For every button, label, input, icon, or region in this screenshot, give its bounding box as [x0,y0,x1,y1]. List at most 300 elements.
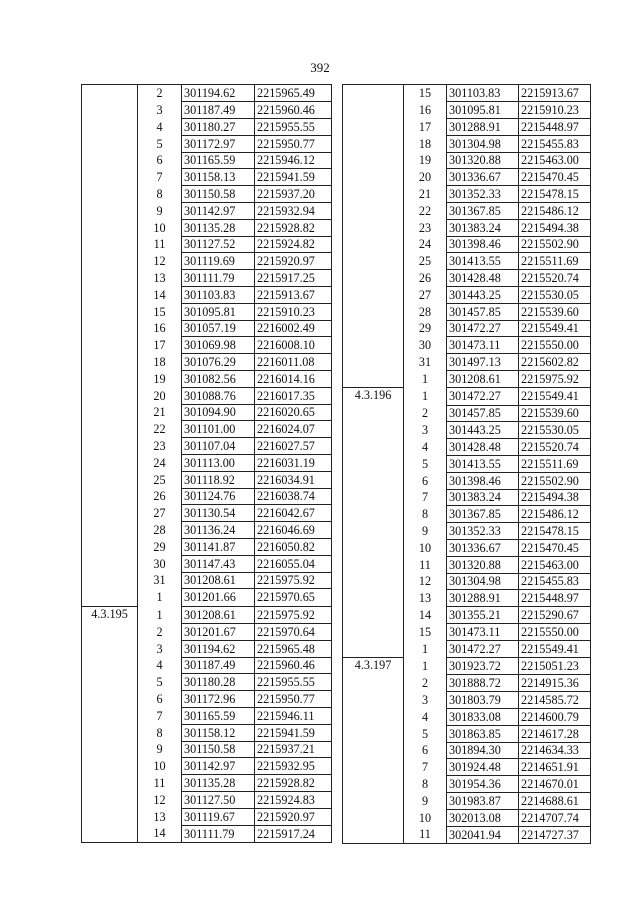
y-coordinate-cell: 2216046.69 [255,522,332,539]
section-cell [343,506,404,523]
x-coordinate-cell: 302013.08 [447,809,519,826]
section-cell [343,169,404,186]
table-row [82,522,332,539]
table-row [343,456,591,473]
point-number-cell: 2 [138,624,182,641]
section-cell [82,169,138,186]
point-number-cell: 13 [138,270,182,287]
y-coordinate-cell: 2215470.45 [519,169,591,186]
x-coordinate-cell: 301150.58 [182,186,255,203]
table-row [343,371,591,388]
y-coordinate-cell: 2214634.33 [519,742,591,759]
point-number-cell: 19 [404,152,447,169]
x-coordinate-cell: 301150.58 [182,741,255,758]
table-row [82,741,332,758]
table-row [82,707,332,724]
y-coordinate-cell: 2215470.45 [519,540,591,557]
section-cell [82,253,138,270]
point-number-cell: 26 [404,270,447,287]
y-coordinate-cell: 2215494.38 [519,219,591,236]
coordinates-table-left-body [82,85,332,843]
point-number-cell: 8 [404,506,447,523]
y-coordinate-cell: 2215486.12 [519,203,591,220]
section-cell [343,742,404,759]
y-coordinate-cell: 2215539.60 [519,303,591,320]
point-number-cell: 10 [404,809,447,826]
y-coordinate-cell: 2215955.55 [255,674,332,691]
table-row [82,640,332,657]
table-row [343,675,591,692]
point-number-cell: 14 [138,825,182,842]
point-number-cell: 2 [404,405,447,422]
section-cell [82,421,138,438]
section-cell [82,657,138,674]
y-coordinate-cell: 2216011.08 [255,354,332,371]
point-number-cell: 15 [404,624,447,641]
y-coordinate-cell: 2215946.12 [255,152,332,169]
y-coordinate-cell: 2216027.57 [255,438,332,455]
x-coordinate-cell: 301923.72 [447,658,519,675]
section-cell [82,640,138,657]
table-row [82,102,332,119]
x-coordinate-cell: 301111.79 [182,270,255,287]
table-row [343,742,591,759]
x-coordinate-cell: 301135.28 [182,775,255,792]
section-cell [343,405,404,422]
section-cell [343,590,404,607]
x-coordinate-cell: 301119.67 [182,808,255,825]
x-coordinate-cell: 301194.62 [182,640,255,657]
section-cell [82,471,138,488]
point-number-cell: 1 [404,658,447,675]
point-number-cell: 6 [138,691,182,708]
y-coordinate-cell: 2215910.23 [255,303,332,320]
table-row [343,540,591,557]
point-number-cell: 7 [404,759,447,776]
y-coordinate-cell: 2214707.74 [519,809,591,826]
y-coordinate-cell: 2215937.20 [255,186,332,203]
table-row [82,303,332,320]
table-row [343,439,591,456]
section-cell [343,219,404,236]
section-cell [343,270,404,287]
section-cell [82,219,138,236]
x-coordinate-cell: 301201.67 [182,624,255,641]
point-number-cell: 11 [138,236,182,253]
table-row [343,792,591,809]
section-cell [82,505,138,522]
table-row [343,523,591,540]
table-row [343,640,591,657]
section-cell [343,472,404,489]
table-row [82,135,332,152]
x-coordinate-cell: 301130.54 [182,505,255,522]
x-coordinate-cell: 301107.04 [182,438,255,455]
y-coordinate-cell: 2216042.67 [255,505,332,522]
y-coordinate-cell: 2215463.00 [519,556,591,573]
section-cell [82,624,138,641]
point-number-cell: 18 [138,354,182,371]
x-coordinate-cell: 301413.55 [447,456,519,473]
point-number-cell: 12 [138,253,182,270]
point-number-cell: 15 [138,303,182,320]
y-coordinate-cell: 2215950.77 [255,135,332,152]
point-number-cell: 3 [138,640,182,657]
section-cell [343,303,404,320]
table-row [82,455,332,472]
table-row [82,555,332,572]
point-number-cell: 26 [138,488,182,505]
point-number-cell: 27 [404,287,447,304]
table-row [82,438,332,455]
table-row [82,791,332,808]
y-coordinate-cell: 2215924.83 [255,791,332,808]
point-number-cell: 10 [138,758,182,775]
y-coordinate-cell: 2216024.07 [255,421,332,438]
table-row [82,674,332,691]
section-cell [82,724,138,741]
section-cell [343,253,404,270]
point-number-cell: 1 [404,388,447,405]
section-cell [343,236,404,253]
point-number-cell: 5 [404,456,447,473]
y-coordinate-cell: 2215960.46 [255,102,332,119]
x-coordinate-cell: 301069.98 [182,337,255,354]
y-coordinate-cell: 2214670.01 [519,776,591,793]
y-coordinate-cell: 2215917.24 [255,825,332,842]
point-number-cell: 6 [404,742,447,759]
section-cell [343,320,404,337]
x-coordinate-cell: 301208.61 [447,371,519,388]
point-number-cell: 7 [138,169,182,186]
table-row [82,505,332,522]
y-coordinate-cell: 2215549.41 [519,388,591,405]
table-row [343,658,591,675]
section-cell [343,135,404,152]
table-row [343,692,591,709]
point-number-cell: 19 [138,371,182,388]
x-coordinate-cell: 301158.12 [182,724,255,741]
point-number-cell: 11 [138,775,182,792]
y-coordinate-cell: 2215965.49 [255,85,332,102]
x-coordinate-cell: 301208.61 [182,606,255,623]
x-coordinate-cell: 301320.88 [447,556,519,573]
table-row [343,607,591,624]
point-number-cell: 12 [138,791,182,808]
point-number-cell: 25 [138,471,182,488]
point-number-cell: 13 [138,808,182,825]
point-number-cell: 31 [404,354,447,371]
x-coordinate-cell: 301367.85 [447,203,519,220]
section-cell [343,540,404,557]
section-cell [343,354,404,371]
coordinates-table-right-body [343,85,591,844]
y-coordinate-cell: 2215549.41 [519,320,591,337]
point-number-cell: 14 [138,287,182,304]
section-cell [82,287,138,304]
table-row [343,203,591,220]
point-number-cell: 7 [404,489,447,506]
point-number-cell: 8 [404,776,447,793]
section-cell [343,119,404,136]
x-coordinate-cell: 301095.81 [447,102,519,119]
point-number-cell: 8 [138,724,182,741]
y-coordinate-cell: 2215520.74 [519,439,591,456]
section-cell [82,589,138,606]
section-cell [343,556,404,573]
y-coordinate-cell: 2215955.55 [255,119,332,136]
table-row [343,186,591,203]
y-coordinate-cell: 2215051.23 [519,658,591,675]
table-row [82,488,332,505]
x-coordinate-cell: 301187.49 [182,657,255,674]
y-coordinate-cell: 2215975.92 [255,606,332,623]
point-number-cell: 7 [138,707,182,724]
table-row [343,624,591,641]
point-number-cell: 16 [138,320,182,337]
table-row [82,236,332,253]
x-coordinate-cell: 301304.98 [447,135,519,152]
point-number-cell: 23 [138,438,182,455]
point-number-cell: 11 [404,556,447,573]
x-coordinate-cell: 301304.98 [447,573,519,590]
section-cell [343,826,404,843]
section-cell [343,85,404,102]
table-row [82,775,332,792]
y-coordinate-cell: 2216020.65 [255,404,332,421]
y-coordinate-cell: 2215960.46 [255,657,332,674]
section-cell [82,775,138,792]
y-coordinate-cell: 2215941.59 [255,169,332,186]
x-coordinate-cell: 301472.27 [447,640,519,657]
y-coordinate-cell: 2215448.97 [519,590,591,607]
table-row [343,152,591,169]
section-cell [82,354,138,371]
point-number-cell: 20 [404,169,447,186]
x-coordinate-cell: 301127.52 [182,236,255,253]
section-cell [82,152,138,169]
x-coordinate-cell: 301103.83 [447,85,519,102]
table-row [343,776,591,793]
section-cell [343,203,404,220]
point-number-cell: 3 [138,102,182,119]
coordinates-table-right [342,84,591,844]
y-coordinate-cell: 2215455.83 [519,573,591,590]
point-number-cell: 28 [138,522,182,539]
table-row [82,253,332,270]
section-cell [82,808,138,825]
section-cell [343,573,404,590]
y-coordinate-cell: 2215928.82 [255,775,332,792]
section-cell [82,404,138,421]
y-coordinate-cell: 2215970.64 [255,624,332,641]
y-coordinate-cell: 2215511.69 [519,456,591,473]
table-row [82,119,332,136]
section-cell [343,523,404,540]
point-number-cell: 31 [138,572,182,589]
x-coordinate-cell: 301413.55 [447,253,519,270]
y-coordinate-cell: 2216002.49 [255,320,332,337]
x-coordinate-cell: 301288.91 [447,119,519,136]
x-coordinate-cell: 301141.87 [182,539,255,556]
x-coordinate-cell: 301142.97 [182,758,255,775]
y-coordinate-cell: 2215530.05 [519,422,591,439]
table-row [82,219,332,236]
x-coordinate-cell: 301443.25 [447,422,519,439]
x-coordinate-cell: 301833.08 [447,708,519,725]
section-cell [82,572,138,589]
y-coordinate-cell: 2215937.21 [255,741,332,758]
point-number-cell: 27 [138,505,182,522]
y-coordinate-cell: 2214651.91 [519,759,591,776]
x-coordinate-cell: 301088.76 [182,387,255,404]
x-coordinate-cell: 301336.67 [447,169,519,186]
table-row [343,405,591,422]
y-coordinate-cell: 2215290.67 [519,607,591,624]
y-coordinate-cell: 2215478.15 [519,523,591,540]
section-cell [82,455,138,472]
table-row [343,169,591,186]
table-row [343,809,591,826]
point-number-cell: 5 [404,725,447,742]
point-number-cell: 29 [404,320,447,337]
table-row [343,236,591,253]
section-cell [82,438,138,455]
section-cell [82,135,138,152]
x-coordinate-cell: 301208.61 [182,572,255,589]
y-coordinate-cell: 2215502.90 [519,236,591,253]
table-row [343,472,591,489]
x-coordinate-cell: 301158.13 [182,169,255,186]
x-coordinate-cell: 301165.59 [182,707,255,724]
y-coordinate-cell: 2215950.77 [255,691,332,708]
table-row [343,135,591,152]
section-cell: 4.3.196 [343,388,404,405]
section-cell: 4.3.197 [343,658,404,675]
table-row [343,573,591,590]
section-cell [343,102,404,119]
section-cell [82,758,138,775]
table-row [343,708,591,725]
section-cell [343,439,404,456]
section-cell [82,555,138,572]
x-coordinate-cell: 301367.85 [447,506,519,523]
coordinates-table-left [81,84,332,843]
section-cell [82,303,138,320]
point-number-cell: 9 [138,741,182,758]
section-cell [343,422,404,439]
y-coordinate-cell: 2215550.00 [519,624,591,641]
table-row [343,303,591,320]
table-row [343,287,591,304]
x-coordinate-cell: 301076.29 [182,354,255,371]
table-row [343,85,591,102]
x-coordinate-cell: 301473.11 [447,337,519,354]
y-coordinate-cell: 2215917.25 [255,270,332,287]
point-number-cell: 3 [404,692,447,709]
table-row [343,320,591,337]
x-coordinate-cell: 301383.24 [447,219,519,236]
x-coordinate-cell: 301497.13 [447,354,519,371]
table-row [82,606,332,623]
table-row [343,422,591,439]
point-number-cell: 1 [404,640,447,657]
section-cell [82,270,138,287]
point-number-cell: 25 [404,253,447,270]
y-coordinate-cell: 2214915.36 [519,675,591,692]
table-row [82,539,332,556]
x-coordinate-cell: 301288.91 [447,590,519,607]
section-cell [82,186,138,203]
table-row [343,270,591,287]
point-number-cell: 4 [138,657,182,674]
x-coordinate-cell: 301136.24 [182,522,255,539]
section-cell [82,707,138,724]
table-row [343,388,591,405]
section-cell [343,675,404,692]
section-cell [82,102,138,119]
x-coordinate-cell: 301142.97 [182,203,255,220]
table-row [82,724,332,741]
y-coordinate-cell: 2215941.59 [255,724,332,741]
y-coordinate-cell: 2216034.91 [255,471,332,488]
x-coordinate-cell: 301180.27 [182,119,255,136]
point-number-cell: 30 [404,337,447,354]
table-row [82,287,332,304]
point-number-cell: 11 [404,826,447,843]
section-cell [343,692,404,709]
x-coordinate-cell: 301443.25 [447,287,519,304]
x-coordinate-cell: 301172.96 [182,691,255,708]
y-coordinate-cell: 2214600.79 [519,708,591,725]
section-cell [82,85,138,102]
point-number-cell: 3 [404,422,447,439]
x-coordinate-cell: 301355.21 [447,607,519,624]
point-number-cell: 2 [404,675,447,692]
x-coordinate-cell: 301352.33 [447,186,519,203]
x-coordinate-cell: 301863.85 [447,725,519,742]
section-cell [343,759,404,776]
x-coordinate-cell: 301172.97 [182,135,255,152]
y-coordinate-cell: 2214688.61 [519,792,591,809]
point-number-cell: 10 [404,540,447,557]
table-row [82,169,332,186]
point-number-cell: 24 [138,455,182,472]
table-row [82,421,332,438]
x-coordinate-cell: 301094.90 [182,404,255,421]
point-number-cell: 12 [404,573,447,590]
point-number-cell: 20 [138,387,182,404]
point-number-cell: 30 [138,555,182,572]
section-cell [82,488,138,505]
point-number-cell: 17 [138,337,182,354]
table-row [82,387,332,404]
x-coordinate-cell: 301457.85 [447,303,519,320]
x-coordinate-cell: 301135.28 [182,219,255,236]
section-cell [343,287,404,304]
table-row [343,556,591,573]
section-cell [343,337,404,354]
y-coordinate-cell: 2215511.69 [519,253,591,270]
table-row [82,589,332,606]
y-coordinate-cell: 2215970.65 [255,589,332,606]
table-row [343,725,591,742]
point-number-cell: 9 [138,203,182,220]
section-cell [343,371,404,388]
x-coordinate-cell: 301057.19 [182,320,255,337]
x-coordinate-cell: 301113.00 [182,455,255,472]
table-row [82,85,332,102]
